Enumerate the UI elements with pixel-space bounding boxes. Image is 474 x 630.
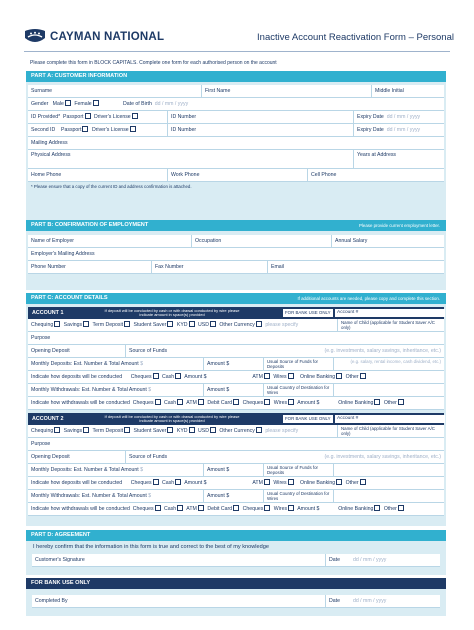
a1-wd-debit-checkbox[interactable] [233,399,239,405]
mailing-address-field[interactable]: Mailing Address [31,140,68,146]
a1-monthly-withdrawal-row [28,384,444,397]
monthly-deposits-label: Monthly Deposits: Est. Number & Total Amount [31,361,139,367]
a1-dep-other-checkbox[interactable] [360,373,366,379]
wd-atm-label: ATM [186,400,197,406]
cheques-label: Cheques [130,374,152,380]
a2-usual-country-label: Usual Country of Destination for Wires [264,490,334,502]
wd-wires-label: Wires [273,400,288,406]
a1-savings-checkbox[interactable] [83,321,89,327]
a1-purpose-row [28,332,444,345]
indicate-deposits-label: Indicate how deposits will be conducted [31,374,123,380]
a1-usual-source-label: Usual Source of Funds for Deposits [264,358,334,370]
bank-date-placeholder: dd / mm / yyyy [352,598,387,604]
a2-usd-label: USD [197,428,209,434]
a2-wd-amount-label: Amount $ [297,506,320,512]
a2-monthly-withdrawals-field[interactable] [28,490,204,502]
part-c-section [26,293,446,526]
middle-initial-field[interactable]: Middle Initial [375,88,404,94]
a2-chequing-checkbox[interactable] [54,427,60,433]
drivers-license-label: Driver's License [93,114,131,120]
wd-cash-label: Cash [164,400,177,406]
a2-opening-row [28,451,444,464]
employer-address-row [28,248,444,261]
a1-deposit-methods [28,371,444,383]
id-number-field[interactable]: ID Number [168,111,354,123]
a1-wd-wires-checkbox[interactable] [288,399,294,405]
work-phone-field[interactable]: Work Phone [168,169,308,181]
employer-contact-row [28,261,444,274]
a2-kyd-checkbox[interactable] [189,427,195,433]
form-title: Inactive Account Reactivation Form – Personal [257,32,454,43]
a2-amount-label: Amount $ [184,480,207,486]
account-1-note: If deposit will be conducted by cash or with drawal conducted by wire please indicate amount in space(s) provided [104,308,240,318]
a2-other-currency-label: Other Currency [219,428,255,434]
term-label: Term Deposit [92,322,124,328]
a2-indicate-withdrawals-label: Indicate how withdrawals will be conducted [31,506,130,512]
expiry-label: Expiry Date [357,114,384,120]
a1-dep-cheques-checkbox[interactable] [153,373,159,379]
account-2-bank-use: FOR BANK USE ONLY [285,416,331,421]
a1-opening-deposit-field[interactable]: Opening Deposit [28,345,126,357]
dob-field[interactable] [120,98,220,110]
amount-label: Amount $ [184,374,207,380]
a1-wd-cheques2-checkbox[interactable] [264,399,270,405]
dob-placeholder: dd / mm / yyyy [154,101,189,107]
bank-use-title: FOR BANK USE ONLY [26,578,446,589]
wd-amount-label: Amount $ [297,400,320,406]
second-expiry-field[interactable] [354,124,444,136]
part-a-section [26,71,446,220]
a1-wd-online-checkbox[interactable] [374,399,380,405]
cayman-national-logo-icon [24,28,46,46]
a2-debit-label: Debit Card [207,506,233,512]
wd-other-label: Other [383,400,397,406]
employer-phone-field[interactable]: Phone Number [28,261,152,273]
account-1-number-field[interactable]: Account # [335,309,445,317]
a2-cash-label: Cash [162,480,175,486]
a2-wd-debit-checkbox[interactable] [233,505,239,511]
second-id-row [28,124,444,137]
a2-monthly-deposits-label: Monthly Deposits: Est. Number & Total Amount [31,467,139,473]
a1-usual-country-label: Usual Country of Destination for Wires [264,384,334,396]
a2-wd-cash-checkbox[interactable] [177,505,183,511]
account-1-types [28,319,338,331]
other-currency-label: Other Currency [219,322,255,328]
a2-savings-label: Savings [63,428,83,434]
employer-address-field[interactable]: Employer's Mailing Address [31,251,95,257]
online-label: Online Banking [299,374,336,380]
student-label: Student Saver [133,322,167,328]
phone-row [28,169,444,182]
a2-deposit-method-row [28,477,444,490]
a1-wd-atm-checkbox[interactable] [198,399,204,405]
bank-use-section [26,578,446,616]
a2-please-specify-hint: please specify [265,428,299,434]
a2-usd-checkbox[interactable] [210,427,216,433]
a1-monthly-withdrawals-field[interactable] [28,384,204,396]
instructions-note: Please complete this form in BLOCK CAPITALS. Complete one form for each authorised person on the account [30,60,277,66]
a2-dep-online-checkbox[interactable] [336,479,342,485]
wd-online-label: Online Banking [338,400,374,406]
debit-label: Debit Card [207,400,233,406]
a1-usual-source-field[interactable]: (e.g. salary, rental income, cash dividend, etc.) [350,359,441,364]
a2-term-checkbox[interactable] [124,427,130,433]
id-expiry-field[interactable] [354,111,444,123]
a2-dep-atm-checkbox[interactable] [264,479,270,485]
drivers-license-label-2: Driver's License [91,127,129,133]
gender-row [28,98,444,111]
part-b-section [26,220,446,290]
part-c-title-text: PART C: ACCOUNT DETAILS [31,295,108,301]
a2-term-label: Term Deposit [92,428,124,434]
physical-address-field[interactable]: Physical Address [28,150,354,168]
a2-monthly-withdrawal-row [28,490,444,503]
employer-name-field[interactable]: Name of Employer [28,235,192,247]
a1-dep-wires-checkbox[interactable] [288,373,294,379]
account-1-bank-use: FOR BANK USE ONLY [285,310,331,315]
signature-date-label: Date [329,557,340,563]
second-id-field [28,124,168,136]
dollar-hint-2: $ [148,387,152,393]
a2-usual-country-field[interactable] [334,490,444,502]
savings-label: Savings [63,322,83,328]
usd-label: USD [197,322,209,328]
female-label: Female [74,101,92,107]
wd-cheques-label: Cheques [132,400,154,406]
account-2-number-field[interactable]: Account # [335,415,445,423]
a2-other-currency-checkbox[interactable] [256,427,262,433]
a2-child-name-field[interactable]: Name of Child (applicable for Student Saver A/C only) [341,426,435,436]
part-c-title [26,293,446,304]
mailing-row [28,137,444,150]
a2-wd-online-checkbox[interactable] [374,505,380,511]
monthly-withdrawals-label: Monthly Withdrawals: Est. Number & Total Amount [31,387,147,393]
surname-field[interactable]: Surname [28,85,202,97]
id-passport-checkbox[interactable] [85,113,91,119]
passport-label: Passport [63,114,84,120]
a2-usual-source-label: Usual Source of Funds for Deposits [264,464,334,476]
a2-cheques-label: Cheques [130,480,152,486]
part-b-title [26,220,446,231]
a1-chequing-checkbox[interactable] [54,321,60,327]
bank-date-label: Date [329,598,340,604]
a1-withdrawal-methods [28,397,444,409]
form-header [24,24,454,50]
a2-indicate-deposits-label: Indicate how deposits will be conducted [31,480,123,486]
a1-amount-field[interactable]: Amount $ [204,358,264,370]
id-provided-label: ID Provided* [31,114,61,120]
expiry-label-2: Expiry Date [357,127,384,133]
atm-label: ATM [252,374,263,380]
account-2-bar [28,413,444,425]
a2-student-checkbox[interactable] [167,427,173,433]
a2-wd-wires-checkbox[interactable] [288,505,294,511]
second-passport-checkbox[interactable] [82,126,88,132]
a2-atm-label: ATM [252,480,263,486]
second-license-checkbox[interactable] [130,126,136,132]
part-b-title-text: PART B: CONFIRMATION OF EMPLOYMENT [31,222,149,228]
passport-label-2: Passport [61,127,82,133]
source-hint: (e.g. investments, salary savings, inheritance, etc.) [324,348,441,354]
a1-wd-cheques-checkbox[interactable] [155,399,161,405]
a1-wd-other-checkbox[interactable] [398,399,404,405]
a2-monthly-deposits-field[interactable] [28,464,204,476]
a2-dollar-hint: $ [140,467,144,473]
a2-source-hint: (e.g. investments, salary savings, inheritance, etc.) [324,454,441,460]
female-checkbox[interactable] [93,100,99,106]
a2-chequing-label: Chequing [31,428,54,434]
a2-dollar-hint-2: $ [148,493,152,499]
id-row [28,111,444,124]
a2-deposit-methods [28,477,444,489]
account-1-title: ACCOUNT 1 [32,310,64,316]
wires-label: Wires [273,374,287,380]
expiry-placeholder: dd / mm / yyyy [386,114,421,120]
customer-signature-field[interactable]: Customer's Signature [32,554,326,566]
wd-cheques-label-b: Cheques [242,400,264,406]
a2-monthly-deposit-row [28,464,444,477]
a2-dep-wires-checkbox[interactable] [288,479,294,485]
cell-phone-field[interactable]: Cell Phone [311,172,337,178]
occupation-field[interactable]: Occupation [192,235,332,247]
signature-row [32,554,440,567]
a2-withdrawal-method-row [28,503,444,516]
a2-wd-cheques-checkbox[interactable] [155,505,161,511]
a1-dep-cash-checkbox[interactable] [175,373,181,379]
a1-child-name-field[interactable]: Name of Child (applicable for Student Saver A/C only) [341,320,435,330]
a2-source-field[interactable] [126,451,444,463]
id-provided-field [28,111,168,123]
second-id-number-field[interactable]: ID Number [168,124,354,136]
account-1-type-row [28,319,444,332]
other-label: Other [345,374,359,380]
part-c-note: If additional accounts are needed, please copy and complete this section. [297,296,440,301]
chequing-label: Chequing [31,322,54,328]
account-2-title: ACCOUNT 2 [32,416,64,422]
a2-online-label: Online Banking [299,480,336,486]
a1-monthly-deposit-row [28,358,444,371]
a1-dep-online-checkbox[interactable] [336,373,342,379]
a2-purpose-row [28,438,444,451]
physical-row [28,150,444,169]
account-1-bar [28,307,444,319]
a2-purpose-field[interactable]: Purpose [31,441,51,447]
kyd-label: KYD [176,322,188,328]
part-b-note: Please provide current employment letter. [358,223,440,228]
employer-fax-field[interactable]: Fax Number [152,261,268,273]
a2-wd-cheques-label: Cheques [132,506,154,512]
a2-opening-deposit-field[interactable]: Opening Deposit [28,451,126,463]
a1-usd-checkbox[interactable] [210,321,216,327]
a2-wd-atm-label: ATM [186,506,197,512]
a2-wd-other-checkbox[interactable] [398,505,404,511]
account-2-note: If deposit will be conducted by cash or with drawal conducted by wire please indicate amount in space(s) provided [104,414,240,424]
male-label: Male [52,101,64,107]
a2-wires-label: Wires [273,480,287,486]
employer-row [28,235,444,248]
signature-date-field[interactable] [326,554,440,566]
a2-monthly-withdrawals-label: Monthly Withdrawals: Est. Number & Total Amount [31,493,147,499]
account-2-type-row [28,425,444,438]
a2-wd-atm-checkbox[interactable] [198,505,204,511]
a1-withdrawal-method-row [28,397,444,410]
a1-dep-atm-checkbox[interactable] [264,373,270,379]
a2-kyd-label: KYD [176,428,188,434]
a2-savings-checkbox[interactable] [83,427,89,433]
name-row [28,85,444,98]
brand-name: CAYMAN NATIONAL [50,31,165,43]
dob-label: Date of Birth [123,101,152,107]
a1-wd-amount-field[interactable]: Amount $ [204,384,264,396]
gender-label: Gender [31,101,49,107]
first-name-field[interactable]: First Name [202,85,372,97]
a1-source-field[interactable] [126,345,444,357]
header-divider [24,51,450,52]
indicate-withdrawals-label: Indicate how withdrawals will be conducted [31,400,130,406]
completed-by-field[interactable]: Completed By [32,595,326,607]
a2-wd-amount-field[interactable]: Amount $ [204,490,264,502]
a2-amount-field[interactable]: Amount $ [204,464,264,476]
a1-opening-row [28,345,444,358]
second-id-label: Second ID [31,127,56,133]
a2-dep-cheques-checkbox[interactable] [153,479,159,485]
a2-usual-source-field[interactable] [334,464,444,476]
dollar-hint: $ [140,361,144,367]
expiry-placeholder-2: dd / mm / yyyy [386,127,421,133]
years-at-address-field[interactable]: Years at Address [357,152,397,158]
signature-date-placeholder: dd / mm / yyyy [352,557,387,563]
a1-purpose-field[interactable]: Purpose [31,335,51,341]
a2-dep-cash-checkbox[interactable] [175,479,181,485]
a1-term-checkbox[interactable] [124,321,130,327]
a2-student-label: Student Saver [133,428,167,434]
a2-withdrawal-methods [28,503,444,515]
bank-date-field[interactable] [326,595,440,607]
home-phone-field[interactable]: Home Phone [28,169,168,181]
a2-other-label: Other [345,480,359,486]
a1-kyd-checkbox[interactable] [189,321,195,327]
a2-wd-wires-label: Wires [273,506,288,512]
a1-monthly-deposits-field[interactable] [28,358,204,370]
completed-by-row [32,595,440,608]
a2-wd-other-label: Other [383,506,397,512]
account-2-types [28,425,338,437]
cash-label: Cash [162,374,175,380]
a2-wd-cheques-label-b: Cheques [242,506,264,512]
please-specify-hint: please specify [265,322,299,328]
part-d-section [26,530,446,575]
id-license-checkbox[interactable] [132,113,138,119]
a1-usual-country-field[interactable] [334,384,444,396]
annual-salary-field[interactable]: Annual Salary [335,238,368,244]
a1-other-currency-checkbox[interactable] [256,321,262,327]
a1-student-checkbox[interactable] [167,321,173,327]
a1-deposit-method-row [28,371,444,384]
male-checkbox[interactable] [65,100,71,106]
a2-dep-other-checkbox[interactable] [360,479,366,485]
part-d-title: PART D: AGREEMENT [26,530,446,541]
source-label: Source of Funds [129,348,168,354]
a2-wd-cheques2-checkbox[interactable] [264,505,270,511]
agreement-text: I hereby confirm that the information in this form is true and correct to the best of my knowledge [33,544,269,550]
employer-email-field[interactable]: Email [271,264,284,270]
a2-wd-online-label: Online Banking [338,506,374,512]
a2-source-label: Source of Funds [129,454,168,460]
a2-wd-cash-label: Cash [164,506,177,512]
part-a-title: PART A: CUSTOMER INFORMATION [26,71,446,82]
id-footnote: * Please ensure that a copy of the current ID and address confirmation is attached. [31,184,192,189]
a1-wd-cash-checkbox[interactable] [177,399,183,405]
